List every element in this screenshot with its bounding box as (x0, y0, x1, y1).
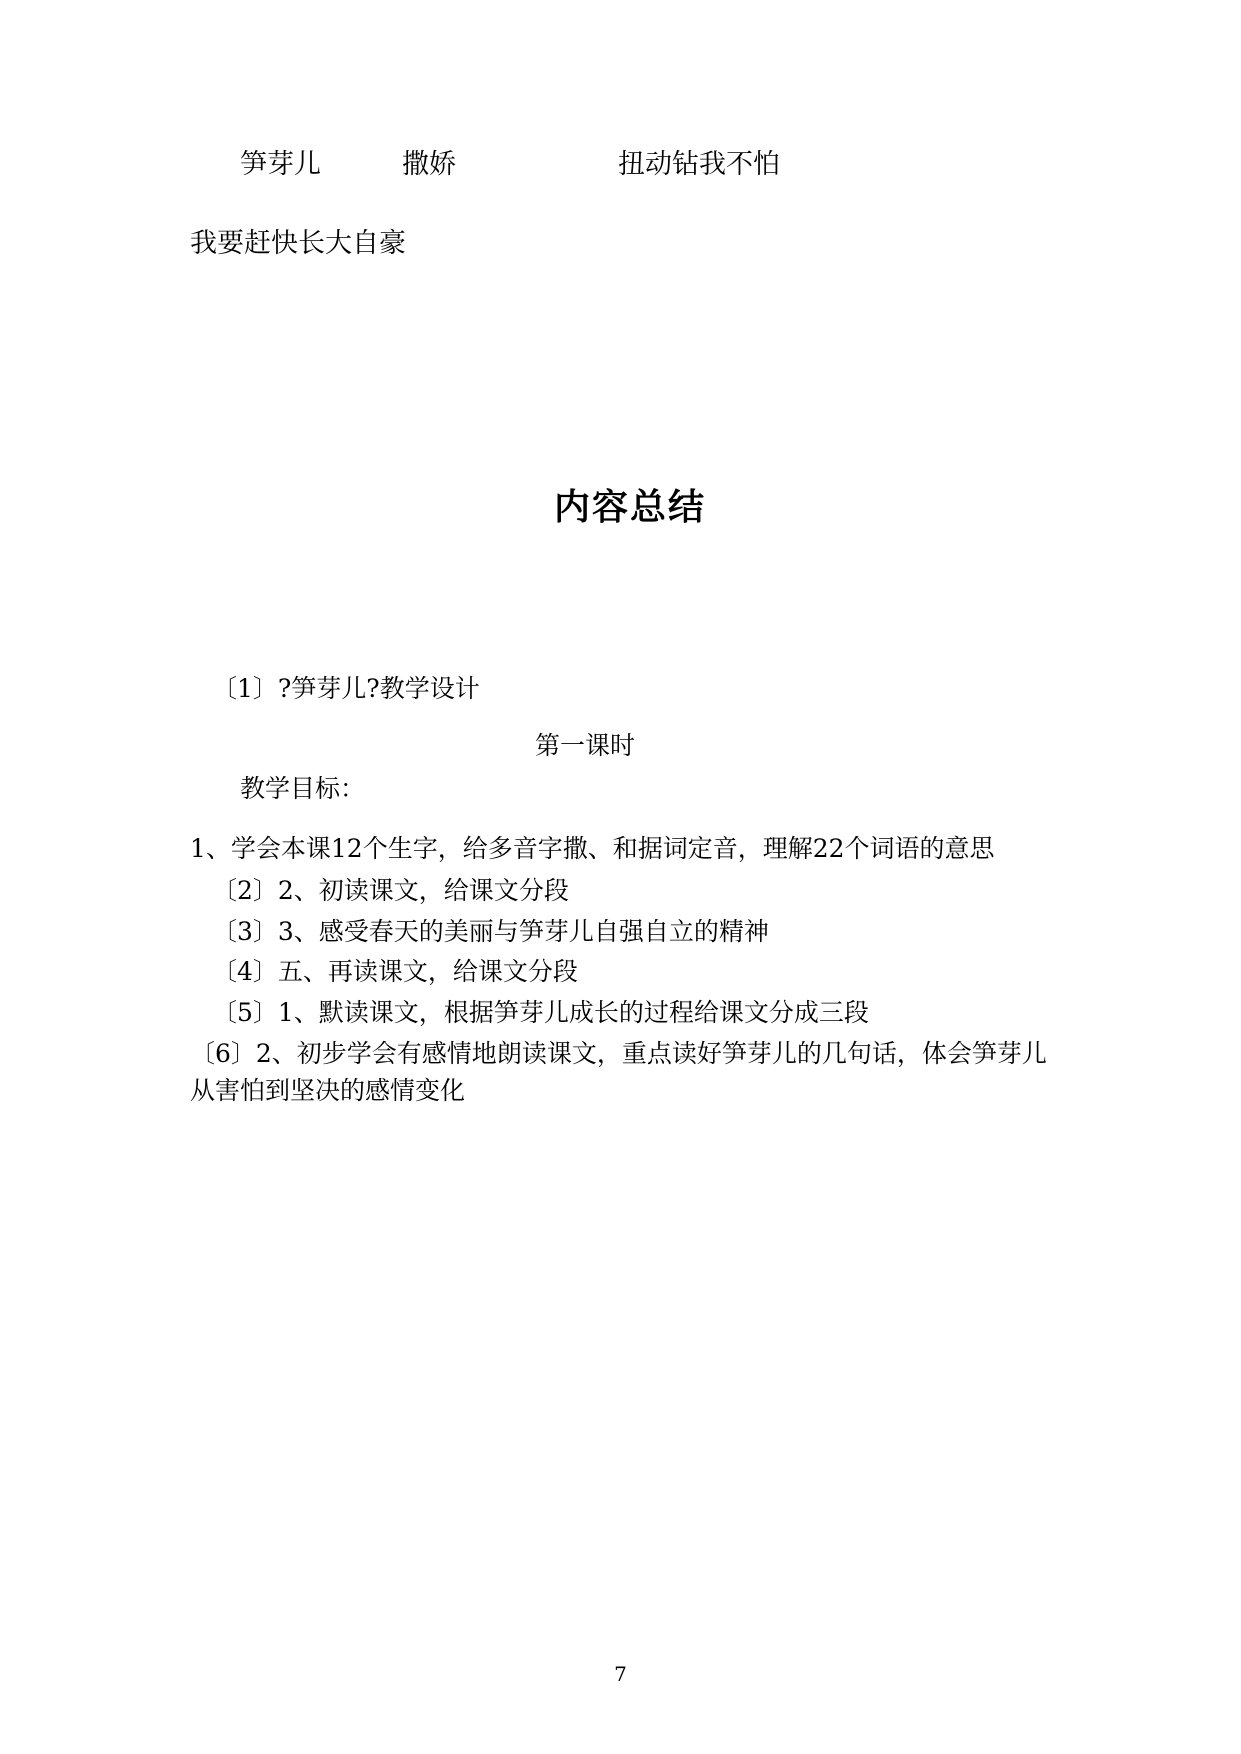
list-item: 〔4〕五、再读课文，给课文分段 (212, 957, 578, 987)
goal-label: 教学目标： (240, 773, 366, 803)
section-title: 内容总结 (553, 486, 706, 528)
poem-line-2: 我要赶快长大自豪 (190, 227, 406, 259)
paragraph-objective-2: 〔6〕2、初步学会有感情地朗读课文，重点读好笋芽儿的几句话，体会笋芽儿从害怕到坚决的感情变化 (190, 1038, 1047, 1106)
list-item: 〔5〕1、默读课文，根据笋芽儿成长的过程给课文分成三段 (212, 998, 869, 1027)
list-item: 〔2〕2、初读课文，给课文分段 (212, 875, 569, 905)
list-item: 〔1〕?笋芽儿?教学设计 (212, 674, 480, 703)
summary-list (190, 670, 1070, 1110)
lesson-label: 第一课时 (534, 730, 635, 760)
page-number: 7 (614, 1662, 627, 1686)
page-content (190, 0, 1070, 1114)
list-item: 〔3〕3、感受春天的美丽与笋芽儿自强自立的精神 (212, 916, 769, 946)
paragraph-objective-1: 1、学会本课12个生字，给多音字撒、和据词定音，理解22个词语的意思 (190, 834, 995, 864)
poem-line-1: 笋芽儿 撒娇 扭动钻我不怕 (240, 149, 780, 180)
